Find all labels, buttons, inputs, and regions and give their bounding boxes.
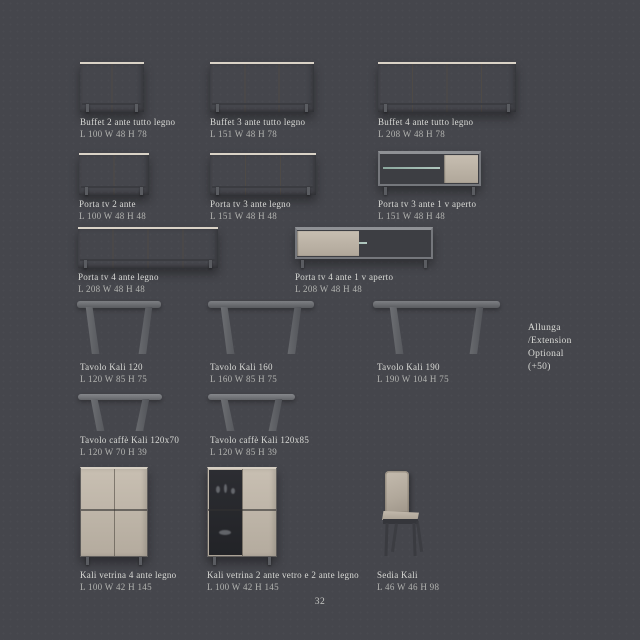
- product-caption: [79, 198, 146, 222]
- vetrina-4-ante-image: [80, 467, 148, 565]
- product-caption: [80, 361, 147, 385]
- product-caption: [378, 116, 473, 140]
- tavolo-caffe-120x85-image: [208, 394, 295, 431]
- product-dims: L 100 W 48 H 78: [80, 129, 148, 139]
- product-dims: L 100 W 48 H 48: [79, 211, 147, 221]
- product-name: Buffet 2 ante tutto legno: [80, 117, 176, 127]
- product-name: Porta tv 4 ante 1 v aperto: [295, 272, 394, 282]
- product-caption: [80, 116, 175, 140]
- product-caption: [377, 569, 439, 593]
- product-dims: L 151 W 48 H 78: [210, 129, 278, 139]
- product-name: Porta tv 3 ante 1 v aperto: [378, 199, 477, 209]
- buffet-2-ante-image: [80, 62, 144, 112]
- tavolo-caffe-120x70-image: [78, 394, 162, 431]
- product-dims: L 100 W 42 H 145: [80, 582, 152, 592]
- tavolo-190-image: [373, 301, 500, 354]
- product-name: Porta tv 2 ante: [79, 199, 136, 209]
- extension-note: [528, 322, 572, 374]
- product-caption: [78, 271, 159, 295]
- product-dims: L 46 W 46 H 98: [377, 582, 440, 592]
- product-dims: L 151 W 48 H 48: [378, 211, 446, 221]
- page-number: 32: [314, 597, 326, 607]
- product-dims: L 120 W 70 H 39: [80, 447, 148, 457]
- product-dims: L 120 W 85 H 39: [210, 447, 278, 457]
- product-dims: L 100 W 42 H 145: [207, 582, 279, 592]
- product-caption: [378, 198, 476, 222]
- product-name: Buffet 4 ante tutto legno: [378, 117, 474, 127]
- portatv-4-ante-aperto-image: [295, 227, 433, 268]
- product-dims: L 208 W 48 H 48: [295, 284, 363, 294]
- tavolo-160-image: [208, 301, 314, 354]
- vetrina-2-ante-vetro-image: [207, 467, 277, 565]
- product-name: Tavolo caffè Kali 120x70: [80, 435, 180, 445]
- portatv-2-ante-image: [79, 153, 149, 195]
- product-dims: L 208 W 48 H 48: [78, 284, 146, 294]
- buffet-4-ante-image: [378, 62, 516, 112]
- product-name: Tavolo Kali 120: [80, 362, 143, 372]
- product-name: Porta tv 3 ante legno: [210, 199, 291, 209]
- product-caption: [210, 116, 305, 140]
- note-line: /Extension: [528, 336, 572, 346]
- sedia-kali-image: [377, 471, 427, 557]
- buffet-3-ante-image: [210, 62, 314, 112]
- product-caption: [377, 361, 449, 385]
- product-caption: [295, 271, 393, 295]
- product-dims: L 190 W 104 H 75: [377, 374, 449, 384]
- product-caption: [80, 569, 176, 593]
- tavolo-120-image: [77, 301, 161, 354]
- product-dims: L 208 W 48 H 78: [378, 129, 446, 139]
- product-name: Buffet 3 ante tutto legno: [210, 117, 306, 127]
- product-caption: [207, 569, 359, 593]
- product-dims: L 151 W 48 H 48: [210, 211, 278, 221]
- product-caption: [210, 361, 277, 385]
- note-line: (+50): [528, 362, 551, 372]
- product-name: Sedia Kali: [377, 570, 418, 580]
- product-name: Kali vetrina 4 ante legno: [80, 570, 177, 580]
- note-line: Allunga: [528, 323, 561, 333]
- product-dims: L 120 W 85 H 75: [80, 374, 148, 384]
- product-name: Porta tv 4 ante legno: [78, 272, 159, 282]
- product-name: Tavolo Kali 190: [377, 362, 440, 372]
- product-caption: [210, 434, 309, 458]
- product-dims: L 160 W 85 H 75: [210, 374, 278, 384]
- product-caption: [210, 198, 291, 222]
- note-line: Optional: [528, 349, 564, 359]
- product-name: Tavolo Kali 160: [210, 362, 273, 372]
- portatv-4-ante-image: [78, 227, 218, 268]
- portatv-3-ante-image: [210, 153, 316, 195]
- product-name: Kali vetrina 2 ante vetro e 2 ante legno: [207, 570, 359, 580]
- product-caption: [80, 434, 179, 458]
- product-name: Tavolo caffè Kali 120x85: [210, 435, 310, 445]
- portatv-3-ante-aperto-image: [378, 151, 481, 195]
